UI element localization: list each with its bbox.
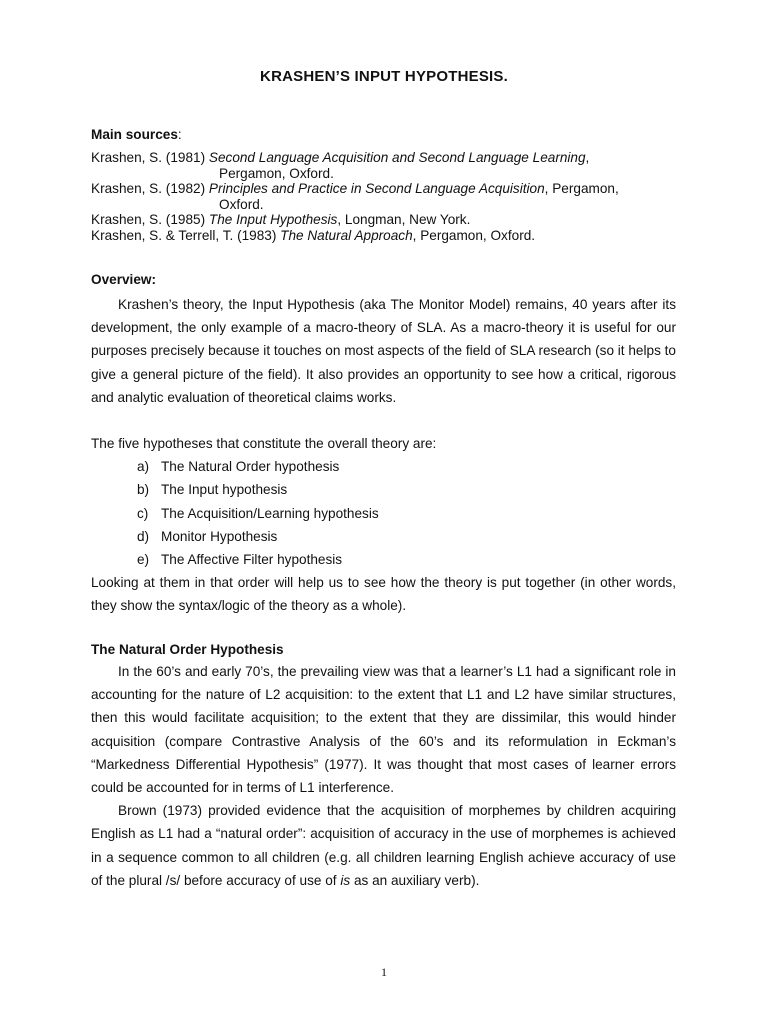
hypotheses-list — [91, 455, 676, 571]
reference-title: Principles and Practice in Second Language Acquisition — [208, 181, 545, 196]
list-marker: b) — [137, 482, 150, 498]
list-item — [91, 478, 676, 501]
natural-order-heading: The Natural Order Hypothesis — [91, 642, 284, 657]
list-item — [91, 548, 676, 571]
reference-publisher: , Pergamon, — [544, 181, 619, 196]
reference-author: Krashen, S. (1982) — [91, 181, 209, 196]
reference-publisher: , Longman, New York. — [337, 212, 471, 227]
reference-publisher: , — [585, 150, 590, 165]
list-item-text: The Input hypothesis — [161, 482, 288, 498]
natural-order-paragraph-1: In the 60’s and early 70’s, the prevailing view was that a learner’s L1 had a significant role in accounting for the nature of L2 acquisition: to the extent that L1 and L2 have similar structures, then this would facilitate acquisition; to the extent that they are dissimilar, this would hinder acquisition (compare Contrastive Analysis of the 60’s and its reformulation in Eckman’s “Markedness Differential Hypothesis” (1977). It was thought that most cases of learner errors could be accounted for in terms of L1 interference. — [91, 664, 676, 796]
page-number: 1 — [381, 965, 387, 979]
main-sources-section — [91, 126, 676, 243]
reference-title: Second Language Acquisition and Second Language Learning — [208, 150, 586, 165]
overview-heading: Overview: — [91, 272, 156, 287]
paragraph-text: Brown (1973) provided evidence that the acquisition of morphemes by children acquiring English as L1 had a “natural order”: acquisition of accuracy in the use of morphemes is achieved in a sequence common to all children (e.g. all children learning English achieve accuracy of use of the plural /s/ before accuracy of use of — [91, 803, 676, 888]
reference-author: Krashen, S. (1985) — [91, 212, 209, 227]
list-item-text: The Affective Filter hypothesis — [161, 552, 343, 568]
list-marker: a) — [137, 459, 150, 475]
main-sources-label: Main sources — [91, 127, 178, 142]
main-sources-heading — [91, 126, 676, 144]
list-item-text: The Natural Order hypothesis — [161, 459, 340, 475]
overview-section — [91, 270, 676, 618]
reference-author: Krashen, S. (1981) — [91, 150, 209, 165]
list-marker: d) — [137, 528, 150, 544]
list-marker: c) — [137, 505, 149, 521]
hypotheses-intro: The five hypotheses that constitute the overall theory are: — [91, 436, 437, 452]
list-marker: e) — [137, 552, 150, 568]
paragraph-emphasis: is — [340, 872, 351, 888]
list-item — [91, 502, 676, 525]
reference-item — [91, 212, 676, 228]
main-sources-colon: : — [177, 127, 182, 142]
reference-author: Krashen, S. & Terrell, T. (1983) — [91, 227, 281, 243]
natural-order-paragraph-2 — [91, 799, 676, 892]
document-title: KRASHEN’S INPUT HYPOTHESIS. — [260, 68, 508, 85]
list-item — [91, 525, 676, 548]
natural-order-section — [91, 639, 676, 892]
reference-publisher: , Pergamon, Oxford. — [412, 227, 536, 243]
reference-item — [91, 150, 676, 166]
reference-list — [91, 150, 676, 243]
reference-continuation: Pergamon, Oxford. — [219, 165, 334, 181]
list-item-text: Monitor Hypothesis — [161, 528, 278, 544]
reference-title: The Input Hypothesis — [208, 212, 338, 227]
reference-continuation: Oxford. — [219, 196, 264, 212]
reference-title: The Natural Approach — [280, 227, 413, 243]
hypotheses-order-paragraph: Looking at them in that order will help us to see how the theory is put together (in other words, they show the syntax/logic of the theory as a whole). — [91, 575, 676, 614]
reference-item — [91, 181, 676, 197]
list-item-text: The Acquisition/Learning hypothesis — [161, 505, 379, 521]
list-item — [91, 455, 676, 478]
overview-paragraph: Krashen’s theory, the Input Hypothesis (aka The Monitor Model) remains, 40 years after its development, the only example of a macro-theory of SLA. As a macro-theory it is useful for our purposes precisely because it touches on most aspects of the field of SLA research (so it helps to give a general picture of the field). It also provides an opportunity to see how a critical, rigorous and analytic evaluation of theoretical claims works. — [91, 297, 676, 405]
paragraph-text: as an auxiliary verb). — [350, 872, 480, 888]
reference-item — [91, 228, 676, 244]
